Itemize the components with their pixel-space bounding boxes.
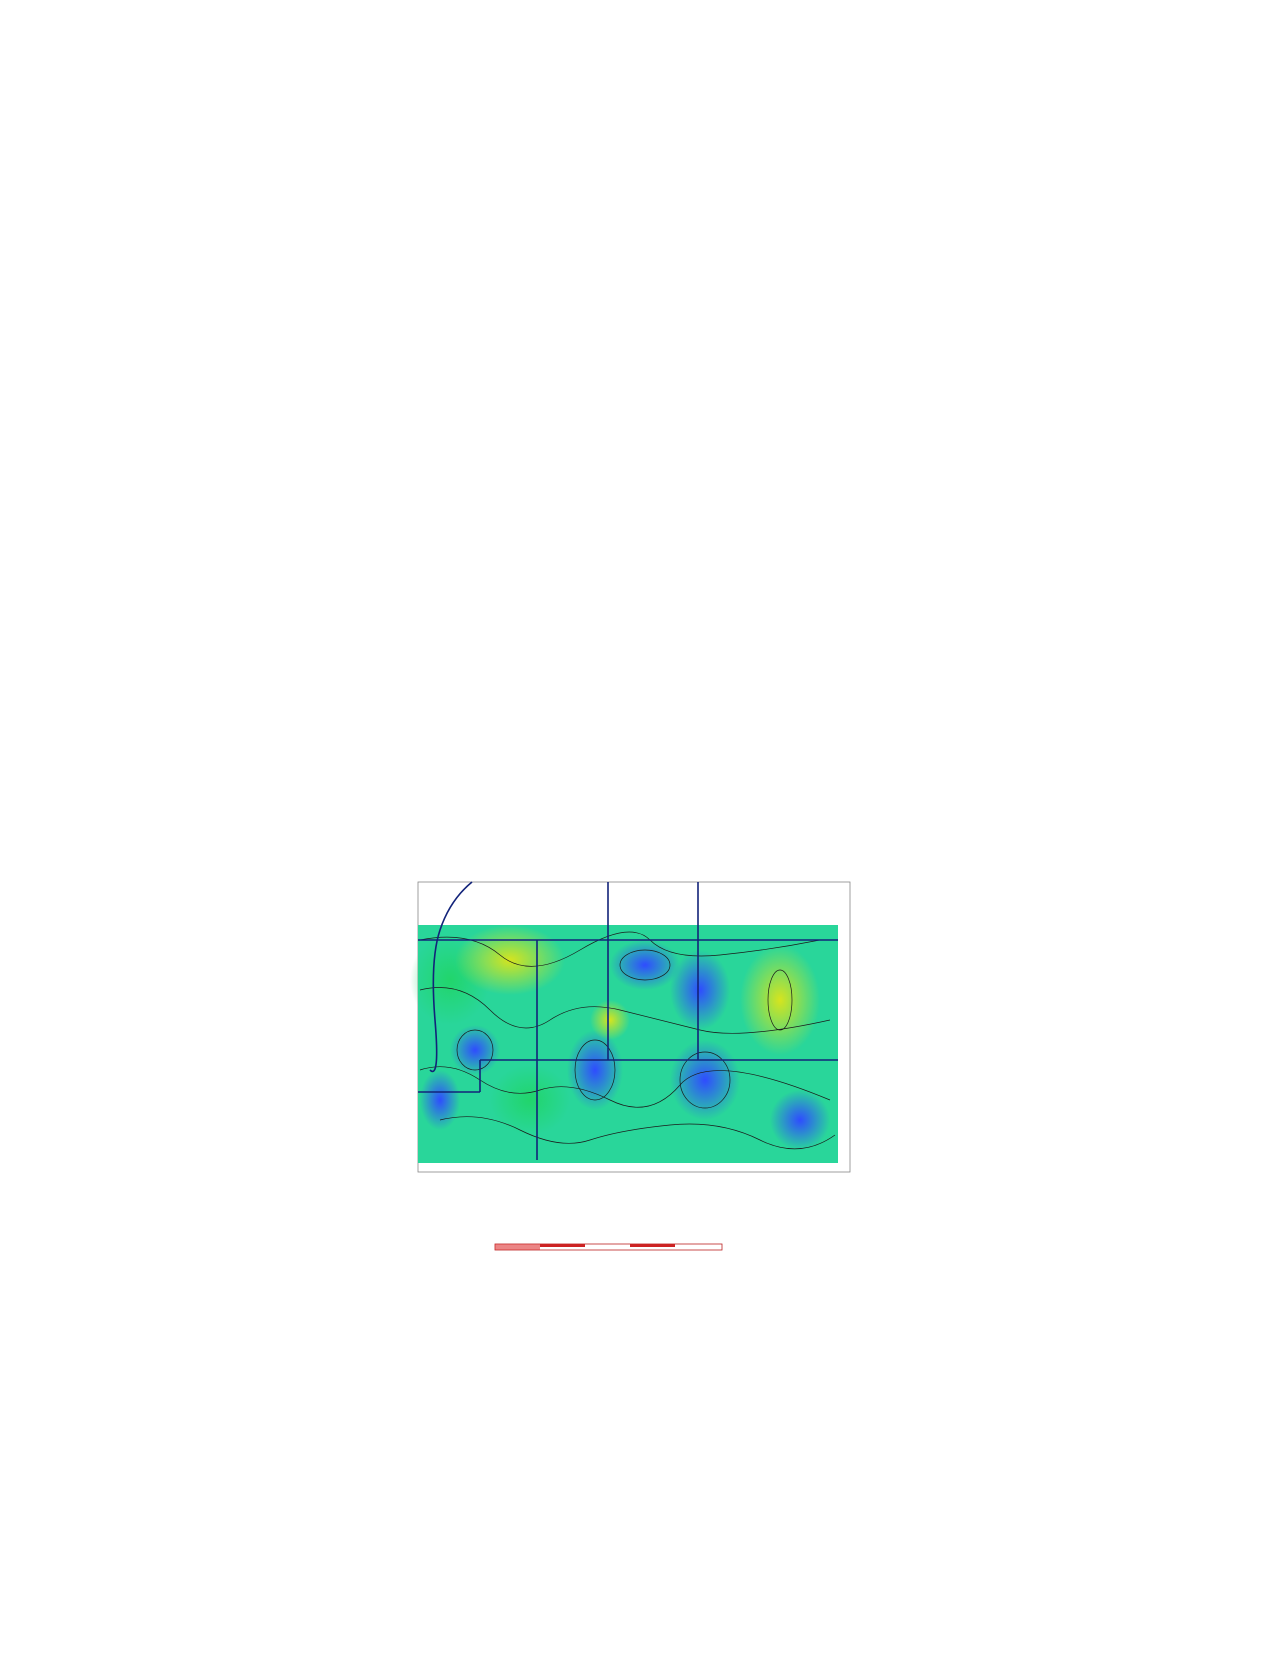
derivative-grid xyxy=(410,925,838,1163)
derivative-map-figure xyxy=(380,870,880,1270)
scale-bar xyxy=(495,1244,722,1250)
colorbar-svg xyxy=(400,1385,870,1425)
derivative-map xyxy=(380,870,880,1270)
gradient-colorbar xyxy=(400,1385,870,1425)
task-list-intro xyxy=(150,440,1140,469)
